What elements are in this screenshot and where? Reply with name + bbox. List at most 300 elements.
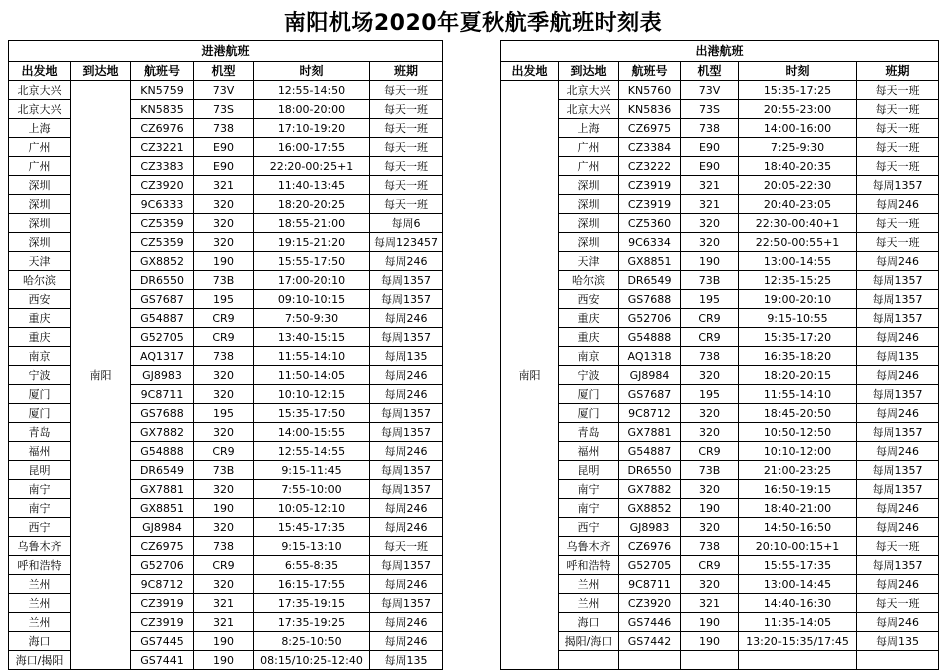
time-cell: 9:15-13:10 [254,537,370,556]
aircraft-type-cell: 73B [194,461,254,480]
aircraft-type-cell: 73S [194,100,254,119]
flight-number-cell: GJ8984 [131,518,194,537]
destination-cell: 哈尔滨 [559,271,619,290]
aircraft-type-cell: 73B [681,271,739,290]
time-cell: 18:00-20:00 [254,100,370,119]
origin-cell: 深圳 [9,214,71,233]
origin-cell: 海口 [9,632,71,651]
time-cell: 22:20-00:25+1 [254,157,370,176]
column-header: 出发地 [501,62,559,81]
time-cell: 11:50-14:05 [254,366,370,385]
table-row [501,385,939,404]
aircraft-type-cell: 321 [194,613,254,632]
aircraft-type-cell: 321 [194,594,254,613]
origin-cell: 青岛 [9,423,71,442]
aircraft-type-cell: 320 [681,366,739,385]
schedule-days-cell: 每周246 [370,575,443,594]
aircraft-type-cell: 73S [681,100,739,119]
aircraft-type-cell: 195 [194,404,254,423]
schedule-days-cell: 每周1357 [857,480,939,499]
schedule-days-cell: 每天一班 [857,119,939,138]
flight-number-cell: DR6550 [131,271,194,290]
origin-cell: 厦门 [9,385,71,404]
time-cell: 17:00-20:10 [254,271,370,290]
destination-cell: 南京 [559,347,619,366]
time-cell: 17:10-19:20 [254,119,370,138]
time-cell: 19:15-21:20 [254,233,370,252]
column-header: 出发地 [9,62,71,81]
destination-cell: 厦门 [559,385,619,404]
flight-number-cell: CZ3384 [619,138,681,157]
time-cell: 15:55-17:35 [739,556,857,575]
destination-cell: 深圳 [559,195,619,214]
schedule-days-cell: 每天一班 [857,81,939,100]
column-header: 班期 [857,62,939,81]
origin-cell: 北京大兴 [9,100,71,119]
flight-number-cell: AQ1317 [131,347,194,366]
destination-cell: 北京大兴 [559,100,619,119]
time-cell: 13:00-14:55 [739,252,857,271]
aircraft-type-cell: 190 [194,499,254,518]
column-header: 到达地 [559,62,619,81]
aircraft-type-cell: CR9 [194,328,254,347]
flight-number-cell: CZ6975 [131,537,194,556]
section-header-row [501,41,939,62]
schedule-days-cell: 每天一班 [370,81,443,100]
aircraft-type-cell: 195 [681,290,739,309]
page-title: 南阳机场2020年夏秋航季航班时刻表 [283,11,663,36]
schedule-days-cell: 每天一班 [370,119,443,138]
schedule-days-cell: 每周1357 [857,461,939,480]
flight-number-cell: GX7882 [131,423,194,442]
flight-number-cell: DR6550 [619,461,681,480]
schedule-days-cell: 每周246 [370,613,443,632]
table-row [501,594,939,613]
schedule-days-cell: 每周1357 [370,271,443,290]
flight-number-cell: CZ6976 [619,537,681,556]
flight-number-cell: G52705 [131,328,194,347]
table-row [501,119,939,138]
origin-cell: 宁波 [9,366,71,385]
flight-number-cell: CZ5360 [619,214,681,233]
time-cell: 10:10-12:00 [739,442,857,461]
flight-number-cell: GJ8983 [619,518,681,537]
flight-number-cell: GX7882 [619,480,681,499]
aircraft-type-cell: 195 [194,290,254,309]
origin-cell: 深圳 [9,195,71,214]
schedule-days-cell: 每周135 [857,632,939,651]
schedule-days-cell: 每天一班 [857,537,939,556]
destination-cell: 南宁 [559,480,619,499]
schedule-days-cell: 每周246 [370,499,443,518]
table-row [501,347,939,366]
time-cell: 18:55-21:00 [254,214,370,233]
aircraft-type-cell: 320 [681,214,739,233]
schedule-days-cell: 每周1357 [370,480,443,499]
time-cell: 11:55-14:10 [254,347,370,366]
time-cell: 18:40-21:00 [739,499,857,518]
table-row [501,613,939,632]
time-cell: 9:15-11:45 [254,461,370,480]
table-row [501,461,939,480]
flight-number-cell: CZ3920 [131,176,194,195]
schedule-days-cell: 每周1357 [370,461,443,480]
aircraft-type-cell: CR9 [194,309,254,328]
time-cell: 14:40-16:30 [739,594,857,613]
time-cell: 22:50-00:55+1 [739,233,857,252]
aircraft-type-cell: 73B [194,271,254,290]
origin-cell: 广州 [9,157,71,176]
aircraft-type-cell: 190 [194,632,254,651]
destination-cell: 重庆 [559,309,619,328]
table-row [501,271,939,290]
origin-cell: 兰州 [9,613,71,632]
schedule-days-cell: 每天一班 [857,594,939,613]
origin-cell: 深圳 [9,176,71,195]
aircraft-type-cell: 320 [194,480,254,499]
destination-cell: 深圳 [559,233,619,252]
flight-number-cell: CZ3221 [131,138,194,157]
flight-number-cell: CZ5359 [131,214,194,233]
flight-number-cell: 9C8712 [131,575,194,594]
table-row [501,157,939,176]
section-header-row [9,41,443,62]
flight-number-cell: G54888 [619,328,681,347]
aircraft-type-cell: CR9 [681,556,739,575]
schedule-days-cell: 每周246 [857,195,939,214]
flight-number-cell: GX8852 [131,252,194,271]
flight-number-cell: DR6549 [619,271,681,290]
time-cell: 12:35-15:25 [739,271,857,290]
schedule-days-cell: 每周1357 [857,271,939,290]
schedule-days-cell: 每周135 [857,347,939,366]
aircraft-type-cell: E90 [681,157,739,176]
aircraft-type-cell: 190 [681,632,739,651]
aircraft-type-cell: 320 [681,423,739,442]
flight-number-cell: GX7881 [131,480,194,499]
time-cell: 7:25-9:30 [739,138,857,157]
schedule-days-cell: 每周246 [857,252,939,271]
destination-cell: 深圳 [559,176,619,195]
destination-cell: 重庆 [559,328,619,347]
column-header: 航班号 [619,62,681,81]
flight-number-cell: GJ8983 [131,366,194,385]
flight-number-cell: 9C6333 [131,195,194,214]
destination-cell: 昆明 [559,461,619,480]
schedule-days-cell: 每周1357 [370,404,443,423]
empty-cell [619,651,681,670]
aircraft-type-cell: 321 [681,176,739,195]
flight-number-cell: G52705 [619,556,681,575]
section-title: 进港航班 [9,41,443,62]
time-cell: 16:35-18:20 [739,347,857,366]
aircraft-type-cell: 320 [194,366,254,385]
flight-number-cell: G54888 [131,442,194,461]
destination-cell: 南宁 [559,499,619,518]
time-cell: 22:30-00:40+1 [739,214,857,233]
flight-number-cell: CZ3383 [131,157,194,176]
flight-number-cell: G54887 [131,309,194,328]
time-cell: 12:55-14:50 [254,81,370,100]
schedule-days-cell: 每天一班 [370,195,443,214]
destination-cell: 西安 [559,290,619,309]
flight-number-cell: CZ3919 [619,195,681,214]
flight-number-cell: KN5760 [619,81,681,100]
column-header: 机型 [681,62,739,81]
table-row [501,480,939,499]
schedule-days-cell: 每周246 [370,252,443,271]
aircraft-type-cell: 320 [681,575,739,594]
aircraft-type-cell: 738 [194,119,254,138]
schedule-days-cell: 每周1357 [857,556,939,575]
destination-cell: 深圳 [559,214,619,233]
destination-cell: 海口 [559,613,619,632]
destination-cell: 上海 [559,119,619,138]
schedule-days-cell: 每周1357 [857,423,939,442]
column-header: 时刻 [739,62,857,81]
schedule-days-cell: 每天一班 [370,537,443,556]
aircraft-type-cell: 321 [681,195,739,214]
time-cell: 09:10-10:15 [254,290,370,309]
origin-cell: 西安 [9,290,71,309]
destination-cell: 青岛 [559,423,619,442]
aircraft-type-cell: 190 [194,651,254,670]
table-row [501,100,939,119]
table-row [9,81,443,100]
schedule-days-cell: 每周1357 [370,594,443,613]
flight-number-cell: 9C6334 [619,233,681,252]
schedule-days-cell: 每周246 [370,309,443,328]
destination-cell: 宁波 [559,366,619,385]
aircraft-type-cell: CR9 [194,442,254,461]
table-row [501,537,939,556]
table-row [501,556,939,575]
flight-number-cell: KN5835 [131,100,194,119]
flight-number-cell: GX7881 [619,423,681,442]
flight-number-cell: CZ3919 [131,613,194,632]
aircraft-type-cell: 190 [194,252,254,271]
destination-cell: 南阳 [71,81,131,670]
schedule-days-cell: 每周246 [857,442,939,461]
schedule-days-cell: 每天一班 [857,100,939,119]
table-row [501,518,939,537]
aircraft-type-cell: 320 [194,233,254,252]
time-cell: 20:55-23:00 [739,100,857,119]
column-header-row [501,62,939,81]
destination-cell: 兰州 [559,575,619,594]
time-cell: 10:50-12:50 [739,423,857,442]
schedule-days-cell: 每周246 [857,575,939,594]
flight-number-cell: GS7441 [131,651,194,670]
table-row [501,632,939,651]
time-cell: 21:00-23:25 [739,461,857,480]
aircraft-type-cell: 321 [194,176,254,195]
aircraft-type-cell: CR9 [681,442,739,461]
origin-cell: 海口/揭阳 [9,651,71,670]
aircraft-type-cell: 320 [194,518,254,537]
aircraft-type-cell: CR9 [194,556,254,575]
origin-cell: 福州 [9,442,71,461]
origin-cell: 广州 [9,138,71,157]
aircraft-type-cell: E90 [194,138,254,157]
flight-number-cell: CZ3919 [131,594,194,613]
origin-cell: 南宁 [9,480,71,499]
table-row [501,176,939,195]
schedule-days-cell: 每周246 [370,518,443,537]
time-cell: 9:15-10:55 [739,309,857,328]
origin-cell: 南阳 [501,81,559,670]
origin-cell: 北京大兴 [9,81,71,100]
time-cell: 15:45-17:35 [254,518,370,537]
empty-cell [681,651,739,670]
time-cell: 14:50-16:50 [739,518,857,537]
aircraft-type-cell: 738 [681,119,739,138]
origin-cell: 南宁 [9,499,71,518]
flight-number-cell: KN5759 [131,81,194,100]
schedule-days-cell: 每天一班 [857,214,939,233]
table-row [501,404,939,423]
schedule-days-cell: 每天一班 [857,157,939,176]
schedule-days-cell: 每天一班 [857,138,939,157]
aircraft-type-cell: E90 [681,138,739,157]
aircraft-type-cell: E90 [194,157,254,176]
table-row [501,423,939,442]
flight-number-cell: G52706 [619,309,681,328]
table-row [501,309,939,328]
outbound-flights-table [500,40,939,670]
schedule-days-cell: 每周246 [857,404,939,423]
origin-cell: 重庆 [9,309,71,328]
flight-number-cell: DR6549 [131,461,194,480]
schedule-days-cell: 每天一班 [370,100,443,119]
flight-number-cell: CZ6976 [131,119,194,138]
aircraft-type-cell: 190 [681,252,739,271]
flight-number-cell: CZ3919 [619,176,681,195]
time-cell: 16:50-19:15 [739,480,857,499]
time-cell: 13:20-15:35/17:45 [739,632,857,651]
table-row [501,290,939,309]
schedule-days-cell: 每周135 [370,651,443,670]
origin-cell: 重庆 [9,328,71,347]
column-header: 时刻 [254,62,370,81]
origin-cell: 厦门 [9,404,71,423]
flight-number-cell: GX8851 [619,252,681,271]
schedule-days-cell: 每周1357 [857,290,939,309]
flight-number-cell: GX8852 [619,499,681,518]
schedule-days-cell: 每周246 [370,442,443,461]
aircraft-type-cell: 320 [194,195,254,214]
flight-number-cell: GS7687 [131,290,194,309]
column-header: 到达地 [71,62,131,81]
time-cell: 10:05-12:10 [254,499,370,518]
time-cell: 11:40-13:45 [254,176,370,195]
aircraft-type-cell: 738 [681,537,739,556]
table-row [501,138,939,157]
flight-number-cell: GS7442 [619,632,681,651]
time-cell: 08:15/10:25-12:40 [254,651,370,670]
schedule-days-cell: 每周246 [370,632,443,651]
schedule-days-cell: 每周6 [370,214,443,233]
aircraft-type-cell: 320 [194,423,254,442]
origin-cell: 天津 [9,252,71,271]
flight-number-cell: GS7688 [619,290,681,309]
table-row [501,233,939,252]
table-row [501,366,939,385]
origin-cell: 昆明 [9,461,71,480]
column-header: 航班号 [131,62,194,81]
schedule-days-cell: 每周246 [370,385,443,404]
destination-cell: 揭阳/海口 [559,632,619,651]
aircraft-type-cell: 195 [681,385,739,404]
empty-cell [739,651,857,670]
table-row [501,575,939,594]
schedule-days-cell: 每周246 [857,366,939,385]
schedule-days-cell: 每周1357 [370,290,443,309]
schedule-days-cell: 每周1357 [370,328,443,347]
table-row [501,81,939,100]
schedule-days-cell: 每天一班 [370,157,443,176]
destination-cell: 福州 [559,442,619,461]
destination-cell: 兰州 [559,594,619,613]
schedule-days-cell: 每天一班 [370,138,443,157]
origin-cell: 南京 [9,347,71,366]
column-header: 班期 [370,62,443,81]
time-cell: 7:55-10:00 [254,480,370,499]
time-cell: 12:55-14:55 [254,442,370,461]
time-cell: 19:00-20:10 [739,290,857,309]
schedule-days-cell: 每周246 [857,328,939,347]
schedule-days-cell: 每周246 [857,499,939,518]
aircraft-type-cell: CR9 [681,309,739,328]
aircraft-type-cell: 73V [194,81,254,100]
table-row [501,328,939,347]
destination-cell: 呼和浩特 [559,556,619,575]
aircraft-type-cell: 321 [681,594,739,613]
time-cell: 6:55-8:35 [254,556,370,575]
origin-cell: 兰州 [9,575,71,594]
flight-number-cell: GS7446 [619,613,681,632]
time-cell: 13:40-15:15 [254,328,370,347]
schedule-days-cell: 每周123457 [370,233,443,252]
schedule-days-cell: 每周1357 [857,309,939,328]
schedule-days-cell: 每周135 [370,347,443,366]
time-cell: 20:10-00:15+1 [739,537,857,556]
time-cell: 20:40-23:05 [739,195,857,214]
time-cell: 15:35-17:50 [254,404,370,423]
empty-cell [857,651,939,670]
aircraft-type-cell: 320 [194,575,254,594]
time-cell: 16:00-17:55 [254,138,370,157]
aircraft-type-cell: 320 [681,480,739,499]
time-cell: 15:35-17:25 [739,81,857,100]
time-cell: 17:35-19:15 [254,594,370,613]
origin-cell: 哈尔滨 [9,271,71,290]
table-row [501,214,939,233]
destination-cell: 广州 [559,157,619,176]
aircraft-type-cell: 738 [194,537,254,556]
aircraft-type-cell: 738 [194,347,254,366]
table-row [501,252,939,271]
destination-cell: 乌鲁木齐 [559,537,619,556]
schedule-days-cell: 每周1357 [857,176,939,195]
origin-cell: 兰州 [9,594,71,613]
time-cell: 8:25-10:50 [254,632,370,651]
time-cell: 14:00-15:55 [254,423,370,442]
flight-number-cell: CZ6975 [619,119,681,138]
destination-cell: 广州 [559,138,619,157]
destination-cell: 天津 [559,252,619,271]
aircraft-type-cell: 73B [681,461,739,480]
